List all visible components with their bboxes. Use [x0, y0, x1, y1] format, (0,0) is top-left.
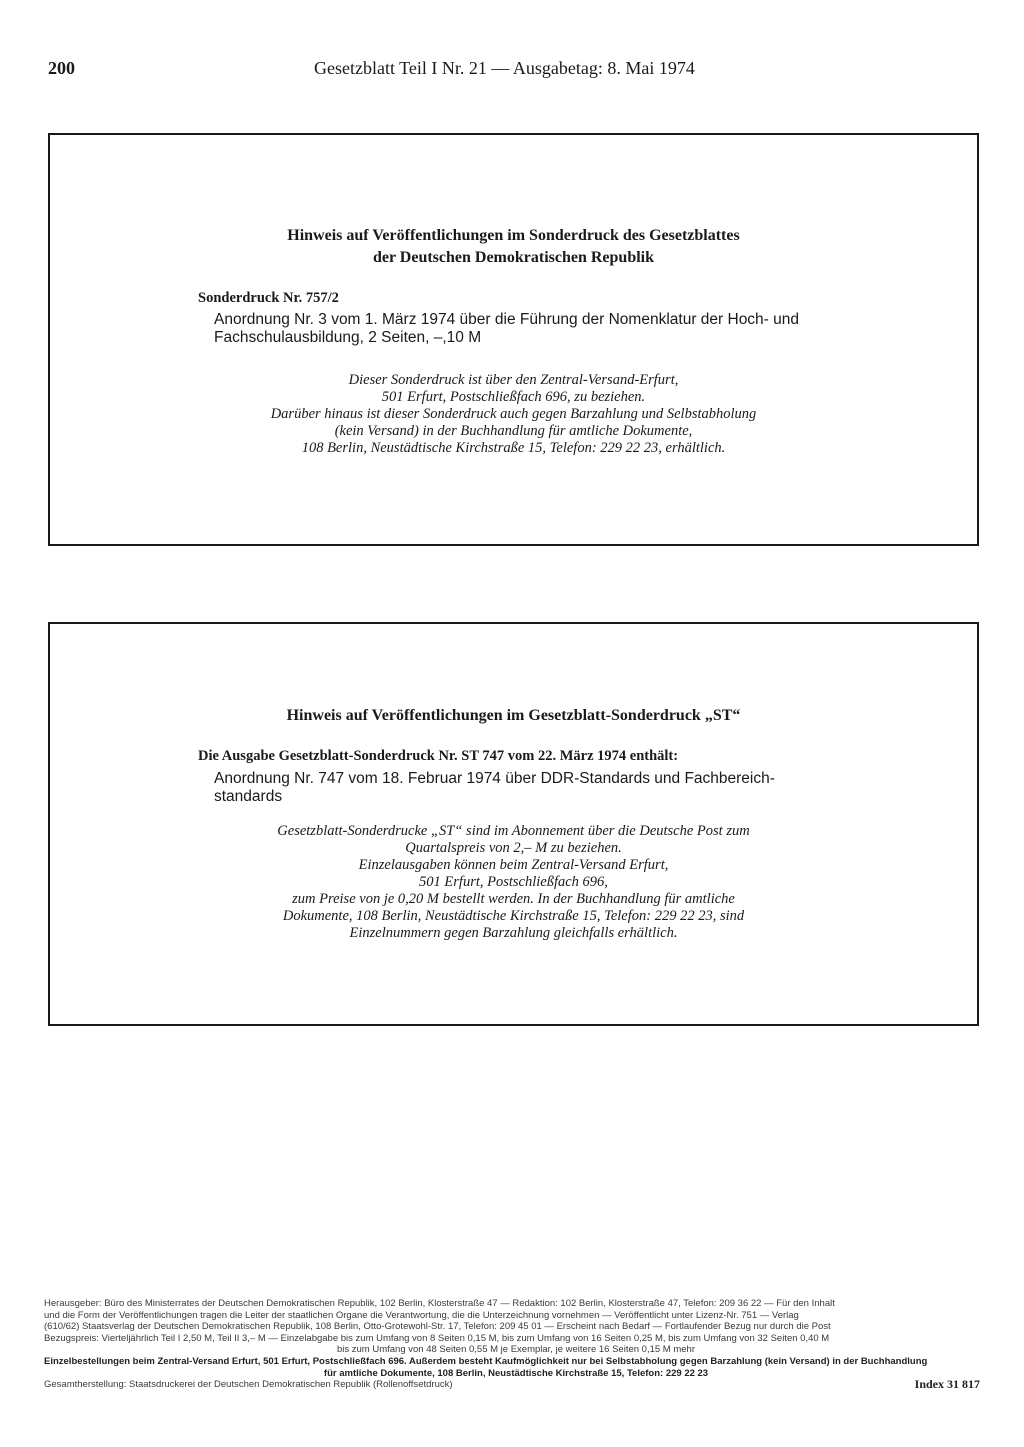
notice-italic-line: Darüber hinaus ist dieser Sonderdruck auch gegen Barzahlung und Selbstabholung	[270, 406, 757, 422]
notice-body-line: standards	[214, 788, 283, 805]
notice-italic-line: (kein Versand) in der Buchhandlung für amtliche Dokumente,	[334, 423, 693, 439]
imprint-line: Einzelbestellungen beim Zentral-Versand Erfurt, 501 Erfurt, Postschließfach 696. Außerdem besteht Kaufmöglichkeit nur bei Selbstabholung gegen Barzahlung (kein Versand) in der Buchhandlung	[44, 1355, 928, 1367]
notice-body-line: Fachschulausbildung, 2 Seiten, –,10 M	[214, 329, 482, 346]
imprint-line: bis zum Umfang von 48 Seiten 0,55 M je Exemplar, je weitere 16 Seiten 0,15 M mehr	[336, 1344, 695, 1356]
notice-italic-line: Quartalspreis von 2,– M zu beziehen.	[405, 840, 622, 856]
imprint-line: Bezugspreis: Vierteljährlich Teil I 2,50 M, Teil II 3,– M — Einzelabgabe bis zum Umfang von 8 Seiten 0,15 M, bis zum Umfang von 16 Seiten 0,25 M, bis zum Umfang von 32 Seiten 0,40 M	[44, 1332, 830, 1344]
notice-italic-line: Einzelnummern gegen Barzahlung gleichfalls erhältlich.	[349, 925, 678, 941]
notice-distribution-text	[50, 372, 977, 457]
notice-body	[214, 311, 799, 347]
imprint-line: und die Form der Veröffentlichungen tragen die Leiter der staatlichen Organe die Verantwortung, die die Unterzeichnung vornehmen — Veröffentlicht unter Lizenz-Nr. 751 — Verlag	[44, 1309, 799, 1321]
page-header	[48, 58, 978, 84]
notice-italic-line: 501 Erfurt, Postschließfach 696, zu beziehen.	[381, 389, 646, 405]
index-number: Index 31 817	[914, 1379, 980, 1391]
notice-title-line: der Deutschen Demokratischen Republik	[372, 249, 655, 266]
notice-title-line: Hinweis auf Veröffentlichungen im Sonderdruck des Gesetzblattes	[287, 227, 740, 244]
page-number: 200	[48, 58, 75, 78]
notice-italic-line: 501 Erfurt, Postschließfach 696,	[419, 874, 608, 890]
notice-italic-line: Dokumente, 108 Berlin, Neustädtische Kirchstraße 15, Telefon: 229 22 23, sind	[282, 908, 745, 924]
notice-box-sonderdruck	[48, 133, 979, 546]
notice-italic-line: 108 Berlin, Neustädtische Kirchstraße 15, Telefon: 229 22 23, erhältlich.	[301, 440, 726, 456]
notice-body-line: Anordnung Nr. 747 vom 18. Februar 1974 über DDR-Standards und Fachbereich-	[214, 770, 775, 787]
notice-subheading: Die Ausgabe Gesetzblatt-Sonderdruck Nr. ST 747 vom 22. März 1974 enthält:	[198, 748, 679, 764]
imprint-last-row	[44, 1379, 988, 1391]
imprint-line: Herausgeber: Büro des Ministerrates der Deutschen Demokratischen Republik, 102 Berlin, Klosterstraße 47 — Redaktion: 102 Berlin, Klosterstraße 47, Telefon: 209 36 22 — Für den Inhalt	[44, 1298, 835, 1309]
imprint-line: Gesamtherstellung: Staatsdruckerei der Deutschen Demokratischen Republik (Rollenoffsetdruck)	[44, 1379, 453, 1391]
notice-italic-line: Einzelausgaben können beim Zentral-Versand Erfurt,	[358, 857, 669, 873]
imprint-line: für amtliche Dokumente, 108 Berlin, Neustädtische Kirchstraße 15, Telefon: 229 22 23	[323, 1367, 709, 1379]
running-head: Gesetzblatt Teil I Nr. 21 — Ausgabetag: 8. Mai 1974	[314, 58, 695, 78]
notice-distribution-text	[50, 823, 977, 942]
notice-title	[50, 225, 977, 269]
notice-italic-line: Gesetzblatt-Sonderdrucke „ST“ sind im Abonnement über die Deutsche Post zum	[277, 823, 750, 839]
notice-title: Hinweis auf Veröffentlichungen im Gesetzblatt-Sonderdruck „ST“	[286, 707, 741, 724]
notice-italic-line: Dieser Sonderdruck ist über den Zentral-Versand-Erfurt,	[348, 372, 679, 388]
imprint-footer	[44, 1298, 988, 1391]
notice-box-st	[48, 622, 979, 1026]
notice-body-line: Anordnung Nr. 3 vom 1. März 1974 über die Führung der Nomenklatur der Hoch- und	[214, 311, 800, 328]
notice-italic-line: zum Preise von je 0,20 M bestellt werden. In der Buchhandlung für amtliche	[292, 891, 735, 907]
notice-body	[214, 770, 775, 806]
notice-subheading: Sonderdruck Nr. 757/2	[198, 290, 339, 306]
imprint-line: (610/62) Staatsverlag der Deutschen Demokratischen Republik, 108 Berlin, Otto-Grotewohl-Str. 17, Telefon: 209 45 01 — Erscheint nach Bedarf — Fortlaufender Bezug nur durch die Post	[44, 1321, 831, 1333]
